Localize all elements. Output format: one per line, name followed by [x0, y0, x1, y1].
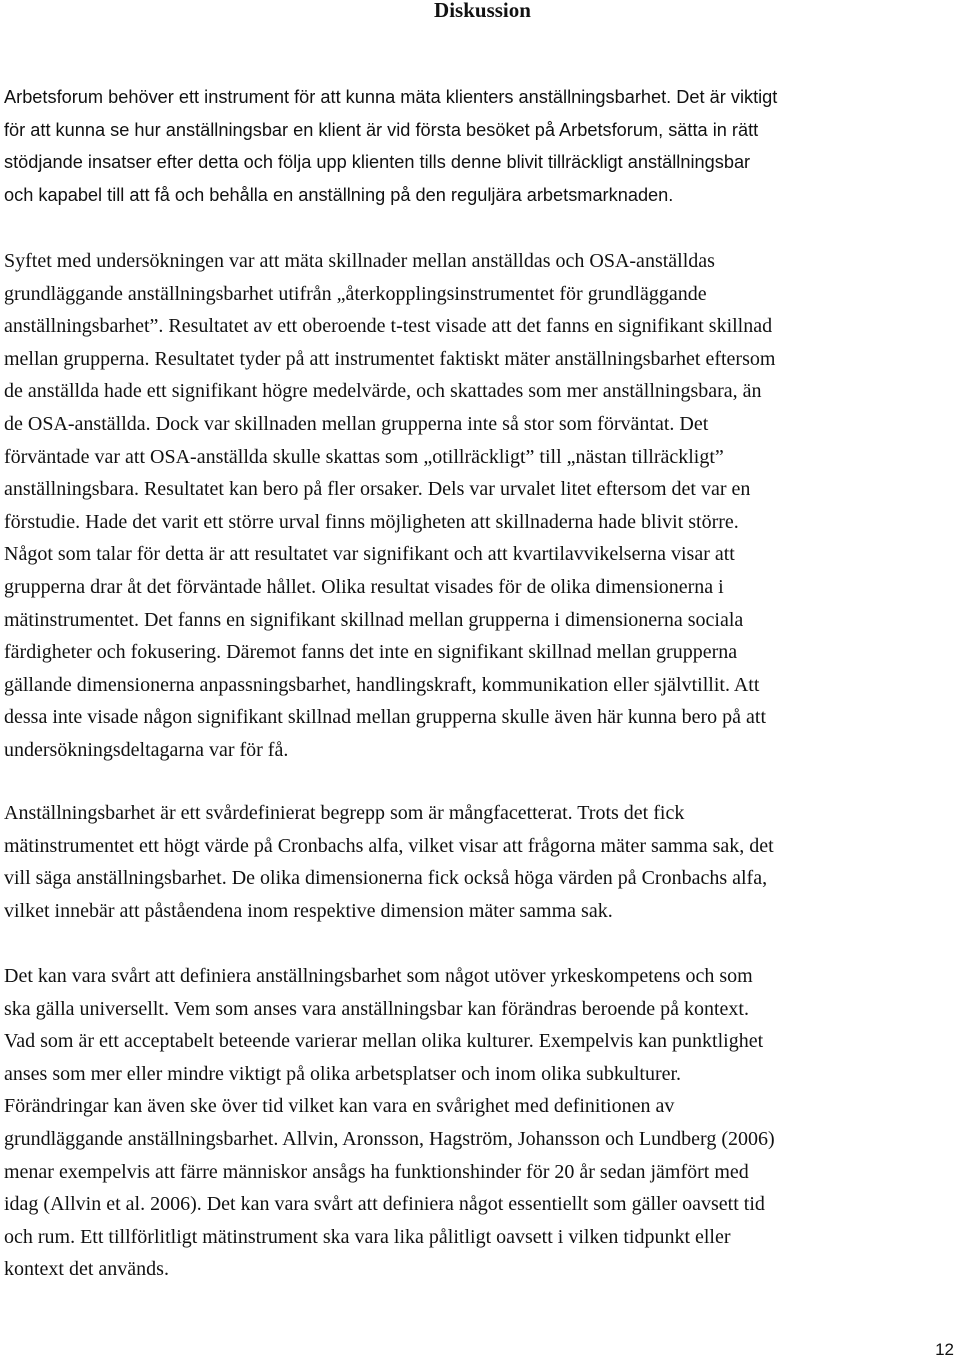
paragraph-reliability [4, 797, 959, 927]
text-line: kontext det används. [4, 1258, 169, 1281]
text-line: färdigheter och fokusering. Däremot fanns det inte en signifikant skillnad mellan grupperna [4, 641, 738, 664]
paragraph-definition [4, 960, 959, 1286]
page-number: 12 [935, 1340, 954, 1359]
paragraph-intro [4, 81, 959, 211]
text-line: idag (Allvin et al. 2006). Det kan vara svårt att definiera något essentiellt som gäller oavsett tid [4, 1193, 765, 1216]
text-line: Anställningsbarhet är ett svårdefinierat begrepp som är mångfacetterat. Trots det fick [4, 802, 685, 824]
text-line: mätinstrumentet ett högt värde på Cronbachs alfa, vilket visar att frågorna mäter samma sak, det [4, 834, 774, 857]
text-line: anställningsbara. Resultatet kan bero på fler orsaker. Dels var urvalet litet eftersom det var en [4, 478, 751, 501]
paragraph-results [4, 245, 959, 767]
text-line: Förändringar kan även ske över tid vilket kan vara en svårighet med definitionen av [4, 1095, 675, 1118]
text-line: de anställda hade ett signifikant högre medelvärde, och skattades som mer anställningsbara, än [4, 380, 762, 403]
text-line: vilket innebär att påståendena inom respektive dimension mäter samma sak. [4, 899, 613, 922]
text-line: Något som talar för detta är att resultatet var signifikant och att kvartilavvikelserna visar att [4, 543, 735, 566]
text-line: Det kan vara svårt att definiera anställningsbarhet som något utöver yrkeskompetens och som [4, 965, 753, 987]
text-line: dessa inte visade någon signifikant skillnad mellan grupperna skulle även här kunna bero på att [4, 706, 767, 729]
text-line: mätinstrumentet. Det fanns en signifikant skillnad mellan grupperna i dimensionerna sociala [4, 608, 744, 631]
section-heading: Diskussion [434, 0, 531, 22]
text-line: Vad som är ett acceptabelt beteende varierar mellan olika kulturer. Exempelvis kan punktlighet [4, 1030, 764, 1053]
text-line: grupperna drar åt det förväntade hållet. Olika resultat visades för de olika dimensionerna i [4, 575, 724, 598]
text-line: menar exempelvis att färre människor ansågs ha funktionshinder för 20 år sedan jämfört med [4, 1160, 749, 1183]
text-line: anses som mer eller mindre viktigt på olika arbetsplatser och inom olika subkulturer. [4, 1062, 682, 1085]
text-line: gällande dimensionerna anpassningsbarhet, handlingskraft, kommunikation eller självtillit. Att [4, 673, 760, 696]
text-line: förstudie. Hade det varit ett större urval finns möjligheten att skillnaderna hade blivit större. [4, 510, 739, 533]
text-line: undersökningsdeltagarna var för få. [4, 738, 289, 761]
text-line: och rum. Ett tillförlitligt mätinstrument ska vara lika pålitligt oavsett i vilken tidpunkt eller [4, 1225, 731, 1248]
text-line: för att kunna se hur anställningsbar en klient är vid första besöket på Arbetsforum, sätta in rätt [4, 119, 759, 140]
text-line: grundläggande anställningsbarhet. Allvin, Aronsson, Hagström, Johansson och Lundberg (2006) [4, 1127, 775, 1150]
text-line: de OSA-anställda. Dock var skillnaden mellan grupperna inte så stor som förväntat. Det [4, 412, 709, 435]
text-line: mellan grupperna. Resultatet tyder på att instrumentet faktiskt mäter anställningsbarhet eftersom [4, 347, 776, 370]
text-line: stödjande insatser efter detta och följa upp klienten tills denne blivit tillräckligt anställningsbar [4, 152, 751, 173]
text-line: grundläggande anställningsbarhet utifrån „återkopplingsinstrumentet för grundläggande [4, 282, 707, 305]
text-line: Arbetsforum behöver ett instrument för att kunna mäta klienters anställningsbarhet. Det är viktigt [4, 87, 778, 107]
text-line: och kapabel till att få och behålla en anställning på den reguljära arbetsmarknaden. [4, 184, 674, 205]
text-line: förväntade var att OSA-anställda skulle skattas som „otillräckligt” till „nästan tillräckligt” [4, 445, 724, 468]
text-line: vill säga anställningsbarhet. De olika dimensionerna fick också höga värden på Cronbachs alfa, [4, 867, 768, 890]
text-line: ska gälla universellt. Vem som anses vara anställningsbar kan förändras beroende på kontext. [4, 997, 749, 1020]
text-line: anställningsbarhet”. Resultatet av ett oberoende t-test visade att det fanns en signifikant skillnad [4, 315, 773, 338]
text-line: Syftet med undersökningen var att mäta skillnader mellan anställdas och OSA-anställdas [4, 250, 715, 272]
